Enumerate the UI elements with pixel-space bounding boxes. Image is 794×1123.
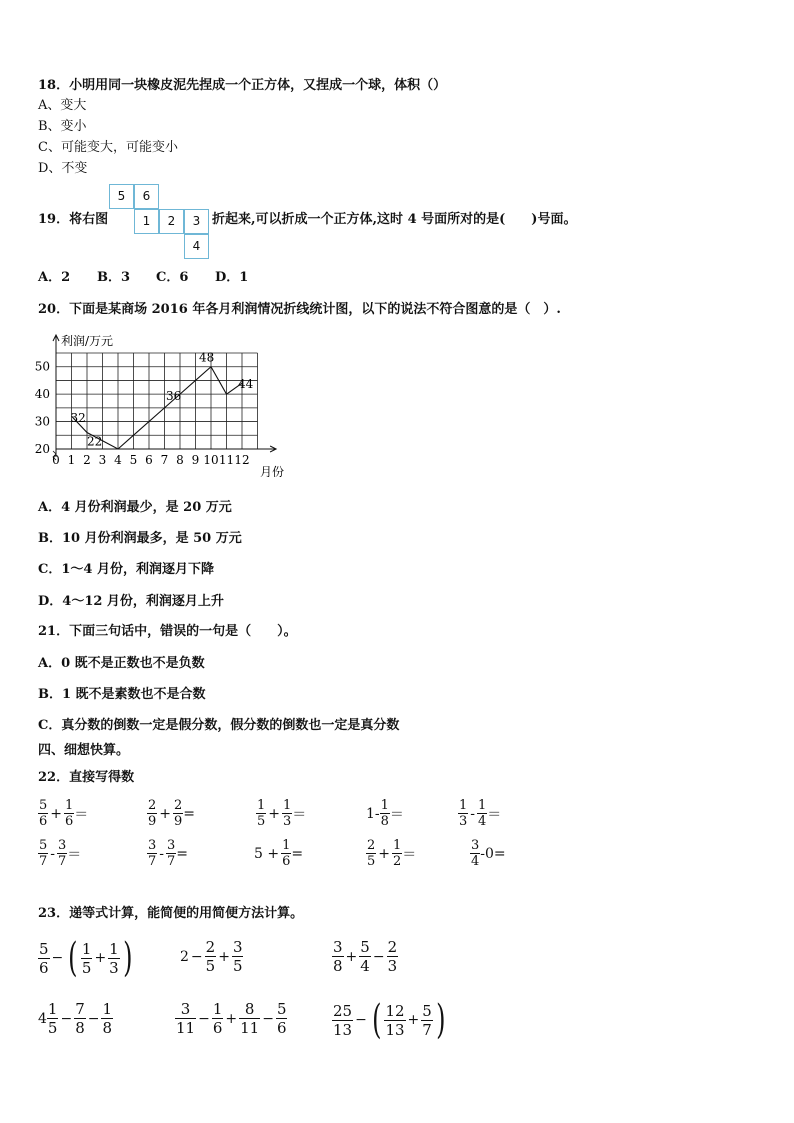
x-tick-label: 11 — [218, 453, 235, 467]
q19-option-b: B．3 — [97, 270, 131, 285]
x-tick-label: 4 — [114, 453, 122, 467]
q19-tail: 折起来,可以折成一个正方体,这时 4 号面所对的是( )号面。 — [212, 212, 577, 227]
x-tick-label: 6 — [145, 453, 153, 467]
net-face-3: 3 — [184, 209, 209, 234]
y-tick-label: 30 — [34, 414, 50, 429]
q22-item-4: 1- 1 8 ＝ — [366, 798, 404, 829]
q18-stem: 18．小明用同一块橡皮泥先捏成一个正方体，又捏成一个球，体积（） — [38, 78, 447, 93]
x-tick-label: 5 — [129, 453, 138, 467]
data-label: 44 — [238, 377, 254, 392]
y-tick-label: 20 — [34, 442, 50, 456]
x-tick-label: 12 — [234, 453, 250, 467]
q20-option-a: A．4 月份利润最少，是 20 万元 — [38, 500, 232, 515]
q20-option-b: B．10 月份利润最多，是 50 万元 — [38, 531, 242, 546]
q20-option-c: C．1～4 月份，利润逐月下降 — [38, 562, 214, 577]
q22-item-5: 1 3 - 1 4 ＝ — [459, 798, 502, 829]
q21-option-c: C．真分数的倒数一定是假分数，假分数的倒数也一定是真分数 — [38, 718, 400, 733]
net-face-4: 4 — [184, 234, 209, 259]
q22-item-2: 2 9 + $\frac{2}{9}$ = — [148, 798, 196, 829]
chart-tick-labels — [35, 360, 250, 467]
x-tick-label: 7 — [160, 453, 169, 467]
q22-item-9: 2 5 + $\frac{1}{2}$ ＝ — [367, 838, 417, 869]
net-face-5: 5 — [109, 184, 134, 209]
x-axis-label: 月份 — [260, 465, 285, 479]
q20-stem: 20．下面是某商场 2016 年各月利润情况折线统计图，以下的说法不符合图意的是（ ）. — [38, 302, 561, 317]
q23-item-3: 3 8 + $\frac{5}{4}$ − $\frac{2}{3}$ — [333, 938, 398, 975]
q18-option-a: A、变大 — [38, 98, 87, 113]
net-face-6: 6 — [134, 184, 159, 209]
data-label: 32 — [70, 411, 86, 426]
x-tick-label: 2 — [83, 453, 91, 467]
q18-option-c: C、可能变大，可能变小 — [38, 140, 178, 155]
q18-option-b: B、变小 — [38, 119, 87, 134]
q22-item-6: 5 7 - 3 7 ＝ — [39, 838, 82, 869]
q22-title: 22．直接写得数 — [38, 770, 135, 785]
q21-option-a: A．0 既不是正数也不是负数 — [38, 656, 205, 671]
profit-line-chart — [32, 328, 294, 486]
q19-option-a: A．2 — [38, 270, 71, 285]
q19-option-d: D．1 — [215, 270, 249, 285]
q22-item-8: 5 + $\frac{1}{6}$ = — [254, 838, 304, 869]
q23-item-1: 5 6 − ( 1 5 + $\frac{1}{3}$ ) — [39, 935, 133, 981]
q23-item-2: 2 − $\frac{2}{5}$ + $\frac{3}{5}$ — [180, 938, 243, 975]
x-tick-label: 10 — [203, 453, 219, 467]
y-axis-label: 利润/万元 — [61, 334, 114, 348]
x-tick-label: 1 — [67, 453, 76, 467]
q22-item-7: 3 7 - $\frac{3}{7}$ = — [148, 838, 189, 869]
q22-item-10: 3 4 -0= — [471, 838, 506, 869]
x-tick-label: 9 — [191, 453, 200, 467]
q22-item-1: 5 6 + $\frac{1}{6}$ ＝ — [39, 798, 89, 829]
q23-title: 23．递等式计算，能简便的用简便方法计算。 — [38, 906, 304, 921]
q23-item-5: 3 11 − $\frac{1}{6}$ + $\frac{8}{11}$ − $\frac{5}{6}$ — [176, 1000, 287, 1037]
data-label: 36 — [166, 389, 182, 404]
x-tick-label: 3 — [98, 453, 107, 467]
data-label: 48 — [199, 350, 215, 365]
net-face-1: 1 — [134, 209, 159, 234]
y-tick-label: 40 — [34, 387, 50, 402]
y-tick-label: 50 — [34, 359, 50, 374]
q20-option-d: D．4～12 月份，利润逐月上升 — [38, 594, 224, 609]
q21-stem: 21．下面三句话中，错误的一句是（ ）。 — [38, 624, 297, 639]
q23-item-6: 25 13 − ( 12 13 + $\frac{5}{7}$ ) — [333, 997, 446, 1043]
q23-item-4: 4 1 5 − $\frac{7}{8}$ − $\frac{1}{8}$ — [38, 1000, 113, 1037]
data-label: 22 — [87, 434, 103, 449]
q21-option-b: B．1 既不是素数也不是合数 — [38, 687, 206, 702]
net-face-2: 2 — [159, 209, 184, 234]
q22-item-3: 1 5 + $\frac{1}{3}$ ＝ — [257, 798, 307, 829]
q19-option-c: C．6 — [156, 270, 189, 285]
q18-option-d: D、不变 — [38, 161, 88, 176]
section-4-heading: 四、细想快算。 — [38, 743, 130, 758]
x-tick-label: 8 — [176, 453, 184, 467]
q19-lead: 19．将右图 — [38, 212, 109, 227]
x-tick-label: 0 — [52, 453, 60, 467]
